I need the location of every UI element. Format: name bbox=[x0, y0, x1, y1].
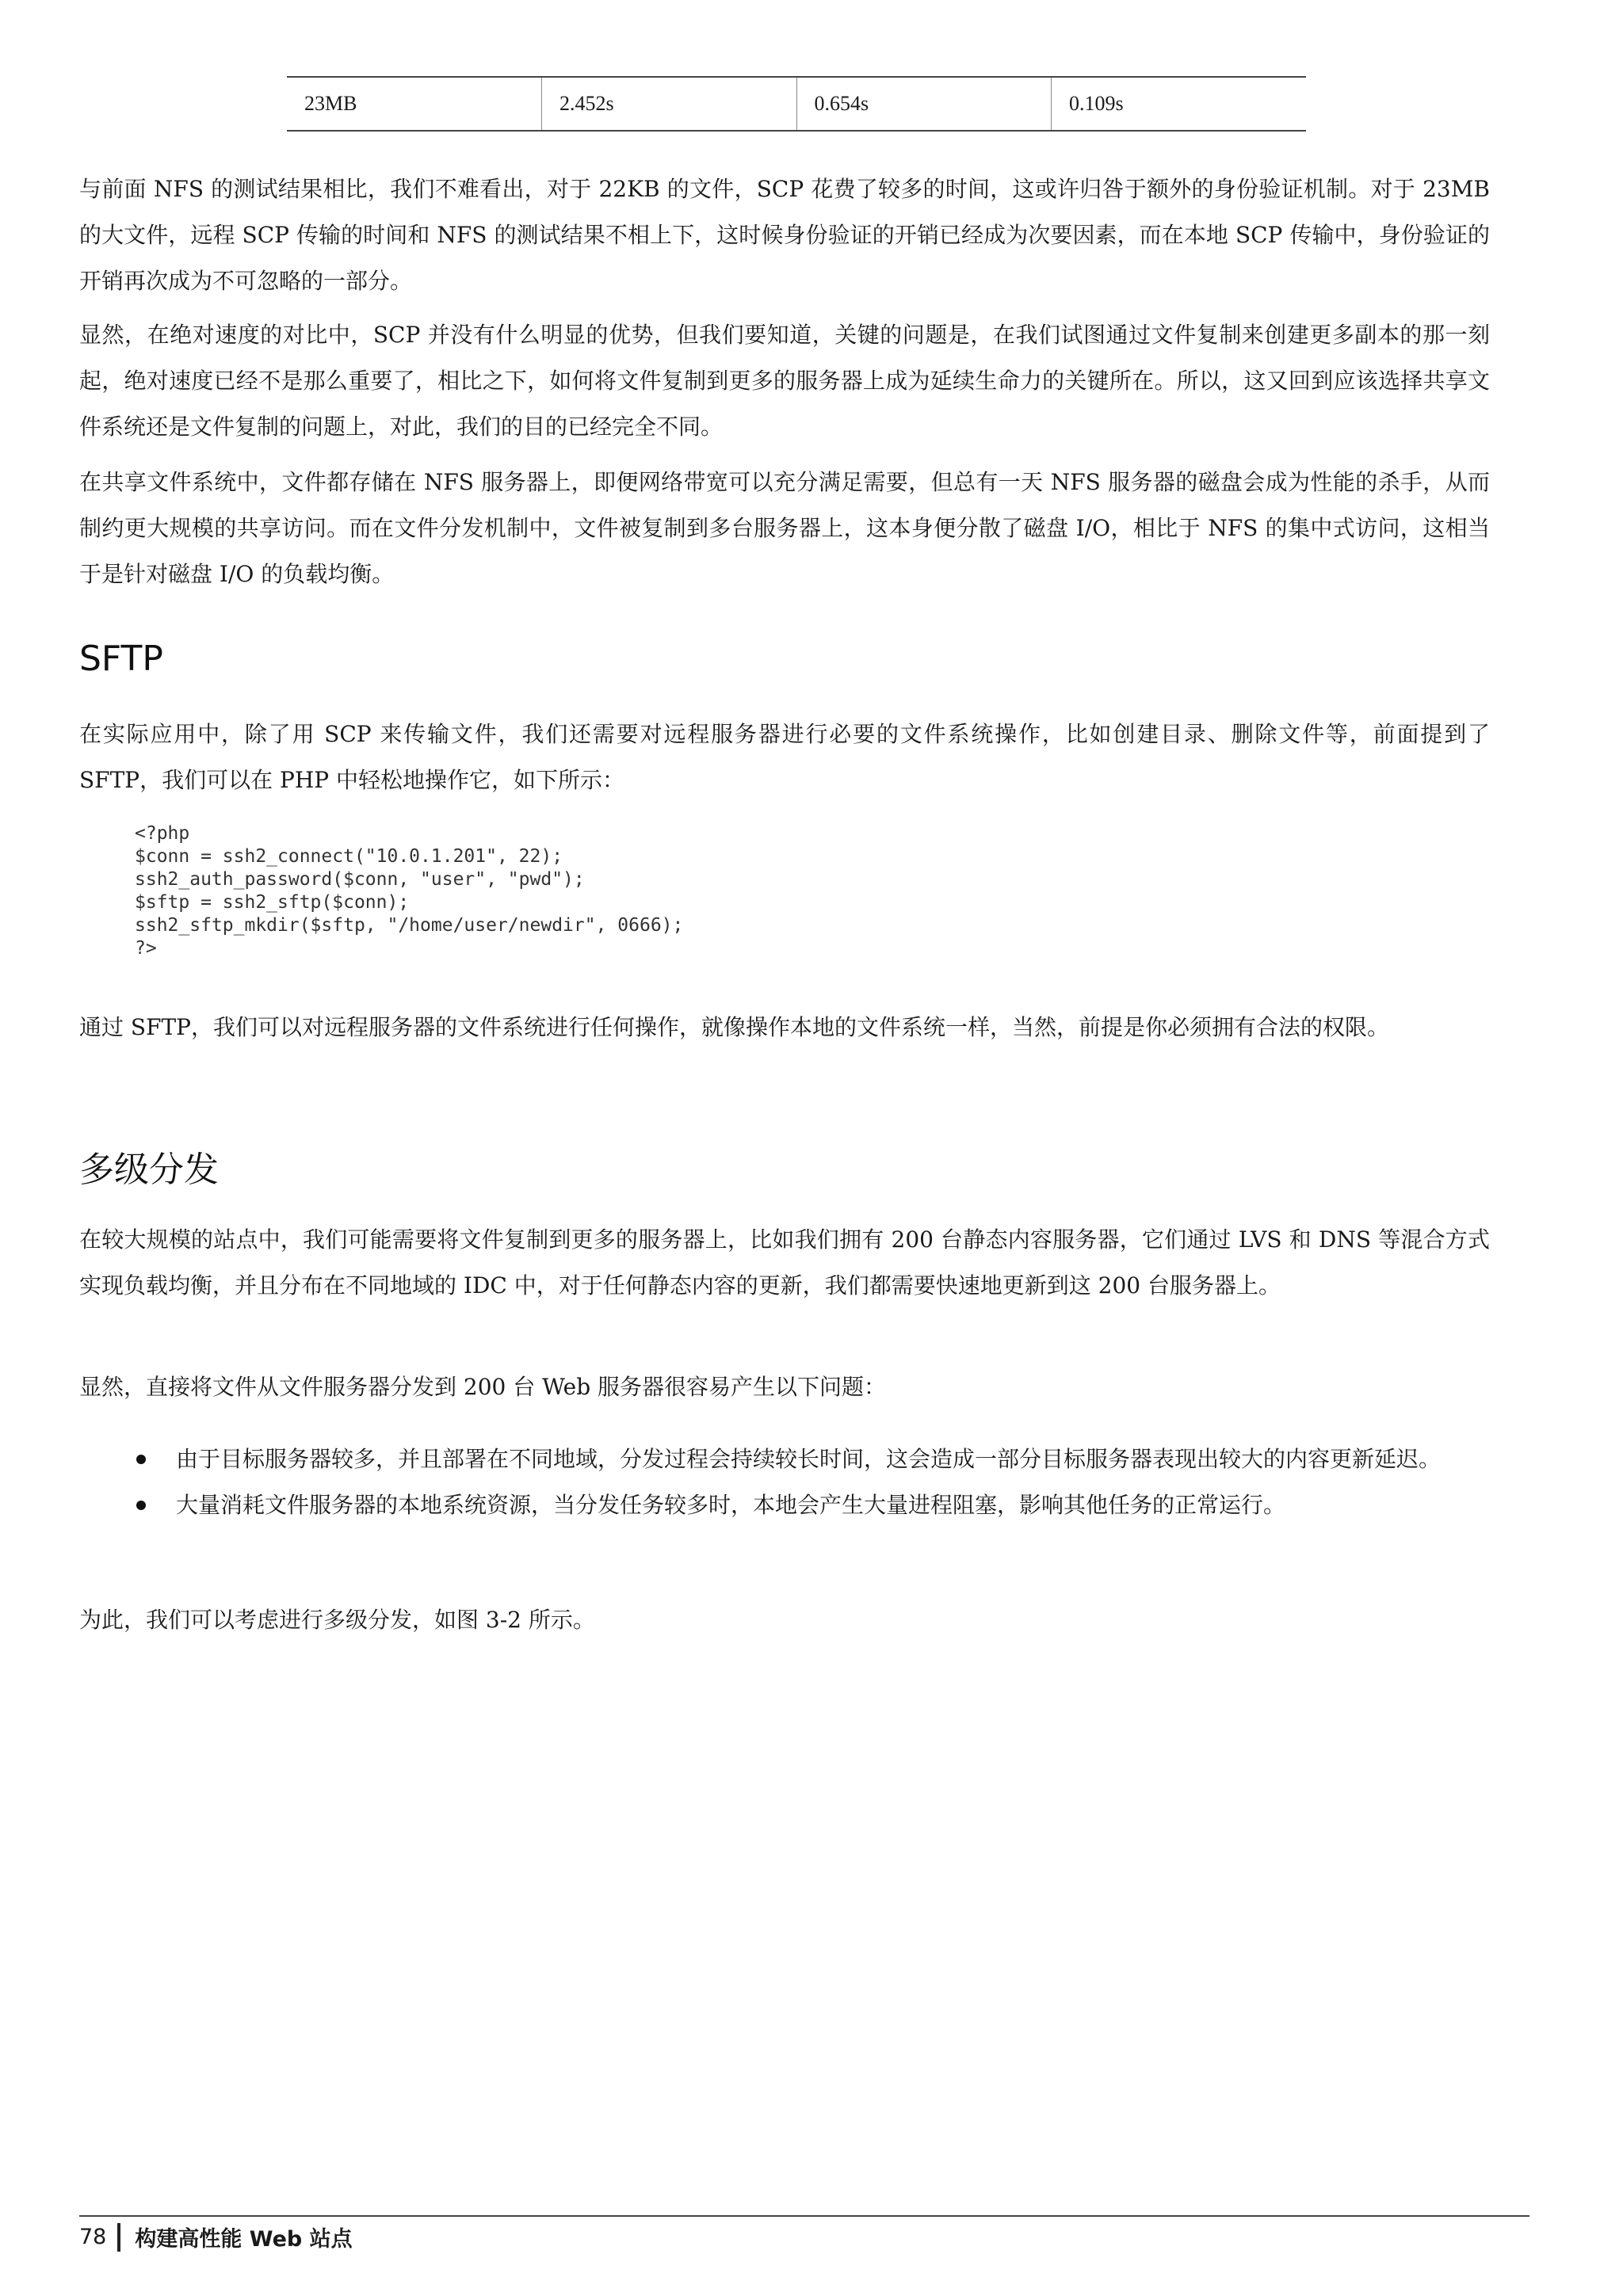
paragraph-problems-intro: 显然，直接将文件从文件服务器分发到 200 台 Web 服务器很容易产生以下问题： bbox=[79, 1374, 887, 1400]
heading-sftp: SFTP bbox=[79, 639, 163, 679]
table-cell-size: 23MB bbox=[287, 77, 542, 131]
benchmark-table-fragment bbox=[287, 76, 1306, 132]
paragraph-sftp-intro: 在实际应用中，除了用 SCP 来传输文件，我们还需要对远程服务器进行必要的文件系统操作，比如创建目录、删除文件等，前面提到了 SFTP，我们可以在 PHP 中轻松地操作它，如下所示： bbox=[79, 721, 1490, 793]
code-block-php-sftp: <?php $conn = ssh2_connect("10.0.1.201", 22); ssh2_auth_password($conn, "user", "pwd"); $sftp = ssh2_sftp($conn); ssh2_sftp_mkdir($sftp, "/home/user/newdir", 0666); ?> bbox=[135, 823, 684, 959]
paragraph-conclusion: 为此，我们可以考虑进行多级分发，如图 3-2 所示。 bbox=[79, 1607, 595, 1633]
problem-list bbox=[79, 1439, 1490, 1531]
table-cell-value: 0.654s bbox=[796, 77, 1052, 131]
table-row bbox=[287, 77, 1306, 131]
list-item: 大量消耗文件服务器的本地系统资源，当分发任务较多时，本地会产生大量进程阻塞，影响其他任务的正常运行。 bbox=[79, 1485, 1490, 1526]
paragraph-large-site: 在较大规模的站点中，我们可能需要将文件复制到更多的服务器上，比如我们拥有 200 台静态内容服务器，它们通过 LVS 和 DNS 等混合方式实现负载均衡，并且分布在不同地域的 IDC 中，对于任何静态内容的更新，我们都需要快速地更新到这 200 台服务器上。 bbox=[79, 1226, 1490, 1299]
heading-multilevel-distribution: 多级分发 bbox=[79, 1150, 219, 1190]
footer-divider bbox=[79, 2215, 1529, 2217]
page-footer bbox=[79, 2222, 353, 2252]
paragraph-nfs-comparison: 与前面 NFS 的测试结果相比，我们不难看出，对于 22KB 的文件，SCP 花费了较多的时间，这或许归咎于额外的身份验证机制。对于 23MB 的大文件，远程 SCP 传输的时间和 NFS 的测试结果不相上下，这时候身份验证的开销已经成为次要因素，而在本地 SCP 传输中，身份验证的开销再次成为不可忽略的一部分。 bbox=[79, 176, 1490, 294]
paragraph-sftp-summary: 通过 SFTP，我们可以对远程服务器的文件系统进行任何操作，就像操作本地的文件系统一样，当然，前提是你必须拥有合法的权限。 bbox=[79, 1014, 1390, 1040]
page-number: 78 bbox=[79, 2225, 107, 2249]
paragraph-absolute-speed: 显然，在绝对速度的对比中，SCP 并没有什么明显的优势，但我们要知道，关键的问题是，在我们试图通过文件复制来创建更多副本的那一刻起，绝对速度已经不是那么重要了，相比之下，如何将文件复制到更多的服务器上成为延续生命力的关键所在。所以，这又回到应该选择共享文件系统还是文件复制的问题上，对此，我们的目的已经完全不同。 bbox=[79, 322, 1490, 440]
table-cell-value: 2.452s bbox=[542, 77, 797, 131]
paragraph-shared-fs: 在共享文件系统中，文件都存储在 NFS 服务器上，即便网络带宽可以充分满足需要，但总有一天 NFS 服务器的磁盘会成为性能的杀手，从而制约更大规模的共享访问。而在文件分发机制中，文件被复制到多台服务器上，这本身便分散了磁盘 I/O，相比于 NFS 的集中式访问，这相当于是针对磁盘 I/O 的负载均衡。 bbox=[79, 469, 1490, 587]
list-item: 由于目标服务器较多，并且部署在不同地域，分发过程会持续较长时间，这会造成一部分目标服务器表现出较大的内容更新延迟。 bbox=[79, 1439, 1490, 1480]
book-title: 构建高性能 Web 站点 bbox=[135, 2227, 353, 2252]
footer-separator bbox=[117, 2223, 120, 2252]
table-cell-value: 0.109s bbox=[1052, 77, 1307, 131]
